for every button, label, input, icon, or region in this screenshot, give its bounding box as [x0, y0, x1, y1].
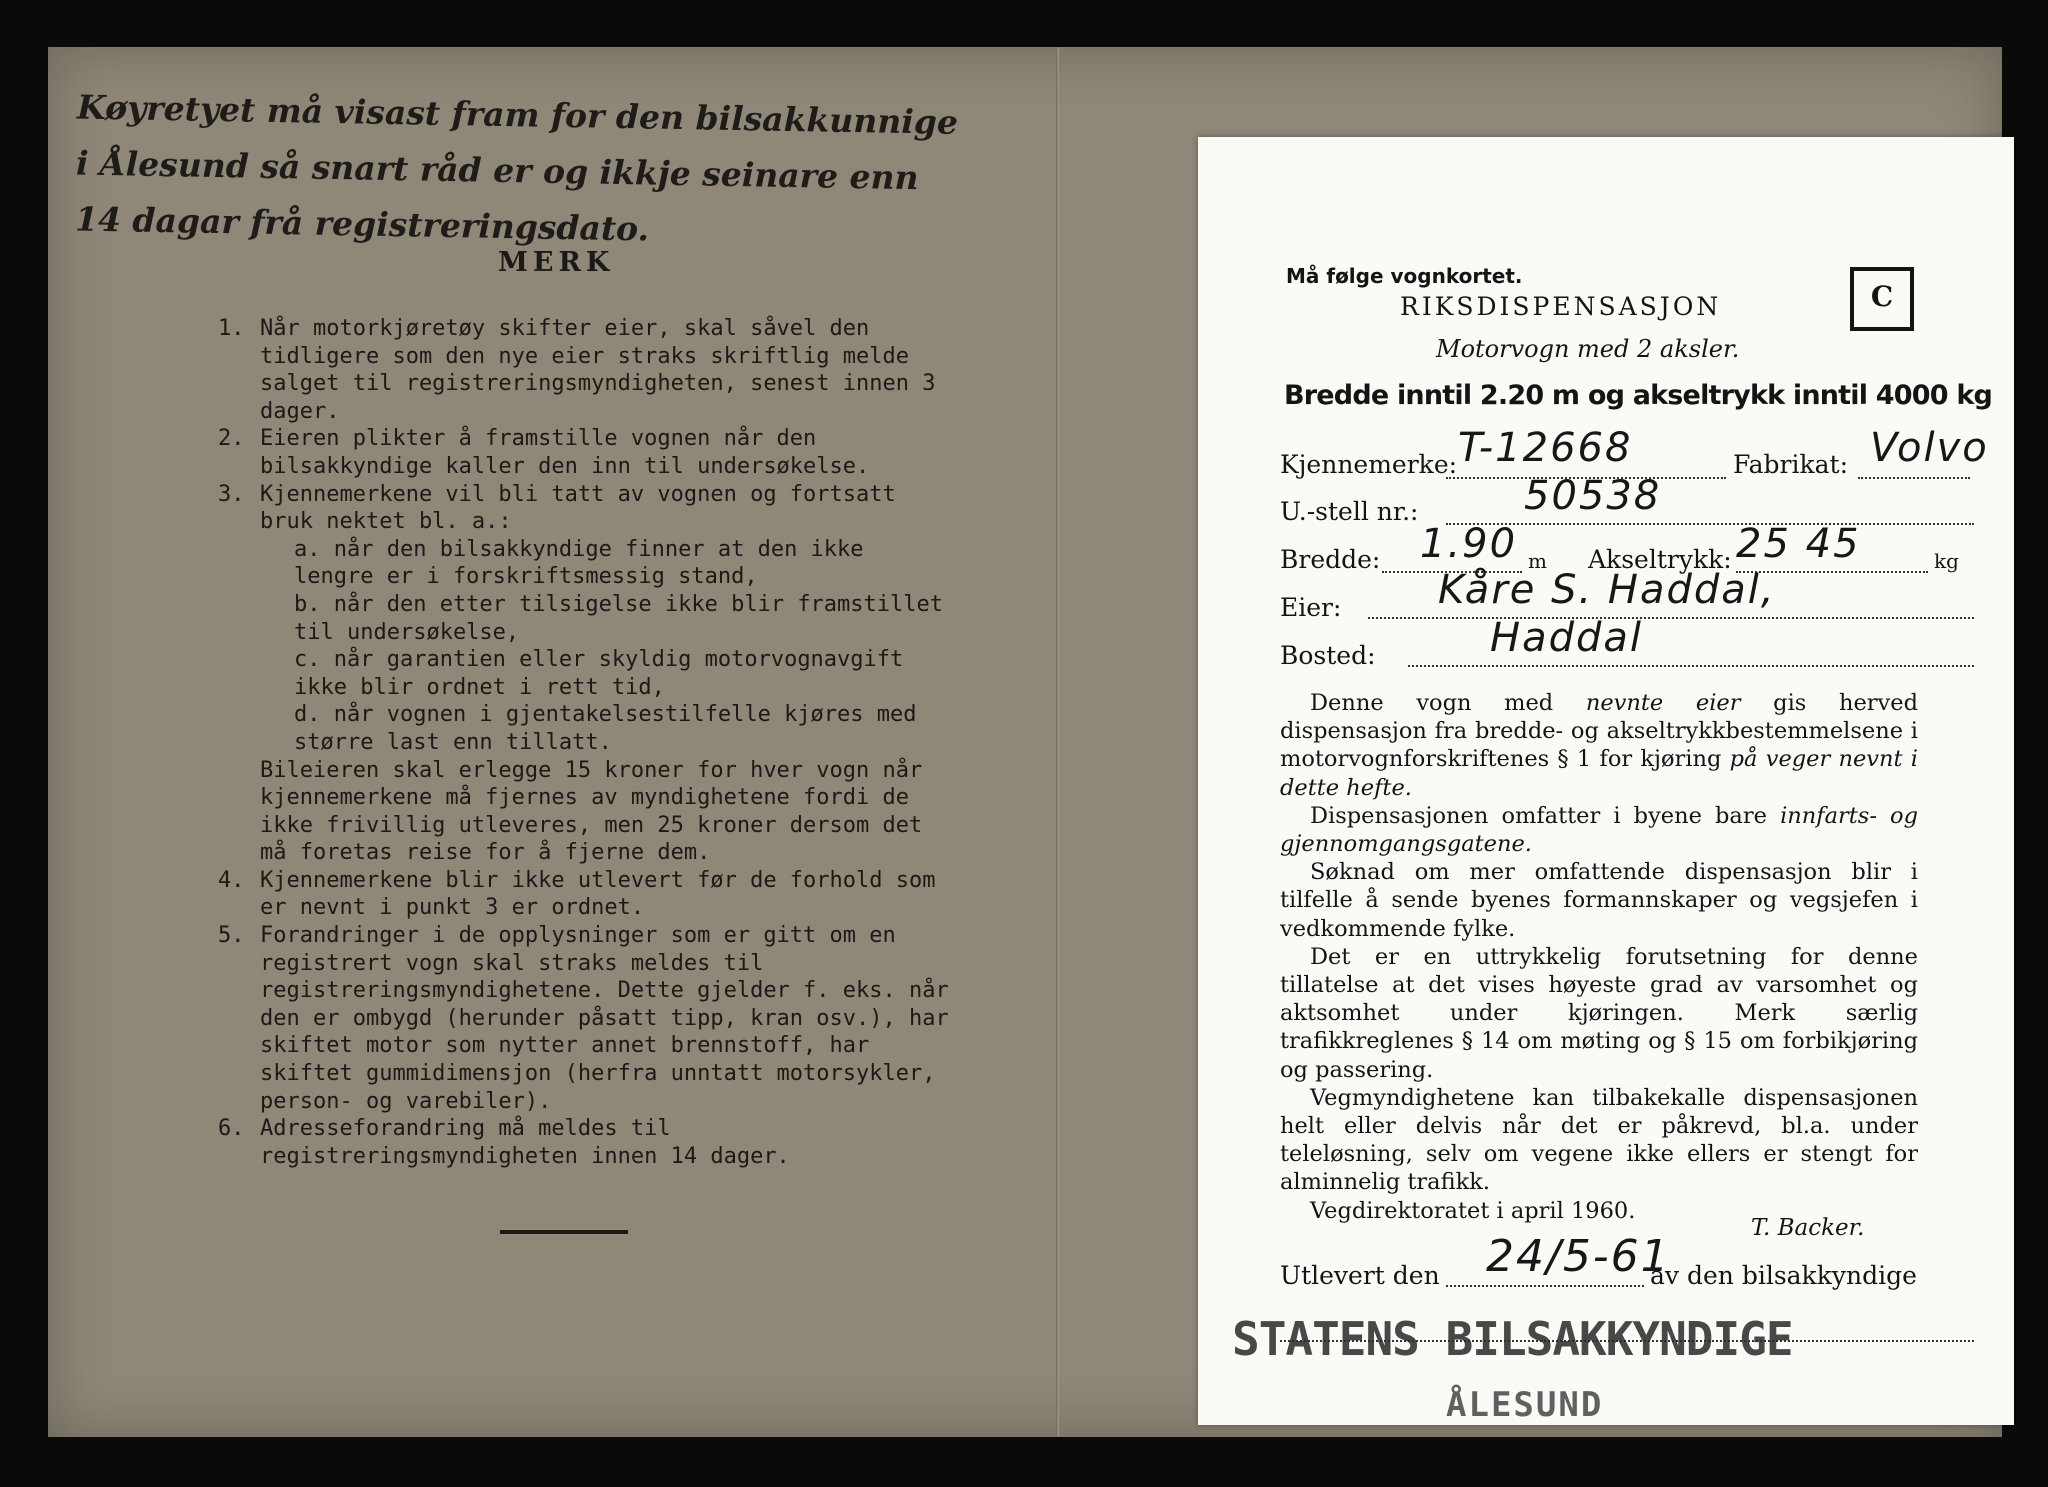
ustell-value: 50538 — [1524, 473, 1662, 519]
rule-item — [218, 922, 953, 1115]
card-title: RIKSDISPENSASJON — [1400, 292, 1722, 321]
rule-item — [218, 867, 953, 922]
ustell-line — [1446, 523, 1974, 525]
fabrikat-label: Fabrikat: — [1733, 450, 1849, 479]
rule-text: Forandringer i de opplysninger som er gitt om en registrert vogn skal straks meldes til registreringsmyndighetene. Dette gjelder f. eks. når den er ombygd (herunder påsatt tipp, kran osv.), har skiftet motor som nytter annet brennstoff, har skiftet gummidimensjon (herfra unntatt motorsykler, person- og varebiler). — [260, 923, 949, 1114]
stamp-line-3: 14 dagar frå registreringsdato. — [74, 199, 650, 249]
p1-text-b: gis herved dispensasjon fra bredde- og akseltrykkbestemmelsene i motorvognforskriftenes § 1 for kjøring — [1280, 690, 1918, 773]
eier-line — [1368, 617, 1974, 619]
rule-item — [218, 315, 953, 425]
merk-heading: MERK — [498, 247, 615, 278]
ustell-label: U.-stell nr.: — [1280, 497, 1419, 526]
stamp-line-1: Køyretyet må visast fram for den bilsakkunnige — [76, 87, 959, 142]
rule-subitem: c. når garantien eller skyldig motorvognavgift ikke blir ordnet i rett tid, — [294, 647, 904, 700]
instruction-stamp — [74, 80, 959, 263]
bredde-label: Bredde: — [1280, 545, 1381, 574]
rule-item — [218, 425, 953, 480]
bredde-unit: m — [1528, 549, 1547, 573]
p1-emphasis-1: nevnte eier — [1585, 690, 1741, 716]
dispensation-text — [1280, 689, 1918, 1225]
fabrikat-value: Volvo — [1870, 425, 1989, 471]
rule-text: Kjennemerkene blir ikke utlevert før de forhold som er nevnt i punkt 3 er ordnet. — [260, 867, 936, 921]
p2-text: Dispensasjonen omfatter i byene bare — [1310, 802, 1781, 829]
rules-list — [218, 315, 953, 1170]
must-follow-note: Må følge vognkortet. — [1286, 264, 1523, 288]
booklet-fold — [1056, 47, 1059, 1437]
paragraph-3: Søknad om mer omfattende dispensasjon blir i tilfelle å sende byenes formannskaper og vegsjefen i vedkommende fylke. — [1280, 859, 1918, 942]
p2-emphasis: innfarts- og gjennomgangsgatene. — [1280, 802, 1919, 858]
rule-text: Når motorkjøretøy skifter eier, skal såvel den tidligere som den nye eier straks skriftlig melde salget til registreringsmyndigheten, senest innen 3 dager. — [260, 316, 936, 424]
bredde-value: 1.90 — [1420, 521, 1518, 567]
rule-sublist — [260, 536, 953, 757]
rule-number: 1. — [218, 316, 245, 341]
end-divider — [500, 1230, 628, 1234]
category-box: C — [1850, 267, 1914, 331]
rule-number: 3. — [218, 481, 245, 507]
issued-date: 24/5-61 — [1486, 1231, 1671, 1282]
inspector-stamp: STATENS BILSAKKYNDIGE — [1232, 1312, 1793, 1366]
kjennemerke-value: T-12668 — [1458, 425, 1633, 471]
rule-item — [218, 1115, 953, 1170]
kjennemerke-label: Kjennemerke: — [1280, 450, 1458, 479]
paragraph-4: Det er en uttrykkelig forutsetning for denne tillatelse at det vises høyeste grad av varsomhet og aktsomhet under kjøringen. Merk særlig trafikkreglenes § 14 om møting og § 15 om forbikjøring og passering. — [1280, 943, 1918, 1083]
rule-subitem: d. når vognen i gjentakelsestilfelle kjøres med større last enn tillatt. — [294, 702, 917, 755]
akseltrykk-value: 25 45 — [1736, 521, 1861, 567]
akseltrykk-unit: kg — [1934, 549, 1959, 573]
rule-text: Adresseforandring må meldes til registreringsmyndigheten innen 14 dager. — [260, 1116, 790, 1169]
bosted-label: Bosted: — [1280, 641, 1376, 670]
rule-number: 6. — [218, 1116, 245, 1142]
card-headline: Bredde inntil 2.20 m og akseltrykk inntil 4000 kg — [1284, 380, 1993, 411]
stamp-line-2: i Ålesund så snart råd er og ikkje seinare enn — [75, 143, 919, 198]
rule-subitem: a. når den bilsakkyndige finner at den ikke lengre er i forskriftsmessig stand, — [294, 536, 864, 590]
card-subtitle: Motorvogn med 2 aksler. — [1436, 335, 1740, 363]
bosted-value: Haddal — [1490, 615, 1643, 661]
rule-text: Kjennemerkene vil bli tatt av vognen og fortsatt bruk nektet bl. a.: — [260, 481, 896, 535]
eier-value: Kåre S. Haddal, — [1438, 567, 1776, 613]
issued-label: Utlevert den — [1280, 1261, 1440, 1290]
eier-label: Eier: — [1280, 593, 1342, 622]
rule-number: 2. — [218, 426, 245, 452]
dispensation-card — [1198, 137, 2014, 1425]
rule-fee-text: Bileieren skal erlegge 15 kroner for hver vogn når kjennemerkene må fjernes av myndighetene fordi de ikke frivillig utleveres, men 25 kroner dersom det må foretas reise for å fjerne dem. — [260, 757, 923, 866]
rule-number: 5. — [218, 923, 245, 949]
signature-name: T. Backer. — [1751, 1215, 1865, 1241]
inspector-stamp-town: ÅLESUND — [1446, 1385, 1604, 1425]
bosted-line — [1408, 665, 1974, 667]
left-page — [48, 47, 1056, 1437]
paragraph-2 — [1280, 802, 1918, 858]
issued-by: av den bilsakkyndige — [1650, 1261, 1917, 1290]
rule-text: Eieren plikter å framstille vognen når den bilsakkyndige kaller den inn til undersøkelse. — [260, 426, 870, 479]
p1-text-a: Denne vogn med — [1310, 690, 1586, 716]
rule-subitem: b. når den etter tilsigelse ikke blir framstillet til undersøkelse, — [294, 591, 944, 645]
paragraph-6: Vegdirektoratet i april 1960. — [1310, 1197, 1636, 1224]
akseltrykk-label: Akseltrykk: — [1588, 545, 1732, 574]
paragraph-1 — [1280, 689, 1918, 802]
paragraph-5: Vegmyndighetene kan tilbakekalle dispensasjonen helt eller delvis når det er påkrevd, bl.a. under teleløsning, selv om vegene ikke ellers er stengt for alminnelig trafikk. — [1280, 1084, 1918, 1196]
rule-number: 4. — [218, 867, 245, 893]
rule-item — [218, 481, 953, 867]
fabrikat-line — [1858, 477, 1970, 479]
booklet — [48, 47, 2002, 1437]
p1-emphasis-2: på veger nevnt i dette hefte. — [1280, 746, 1918, 801]
issued-line — [1446, 1285, 1644, 1287]
